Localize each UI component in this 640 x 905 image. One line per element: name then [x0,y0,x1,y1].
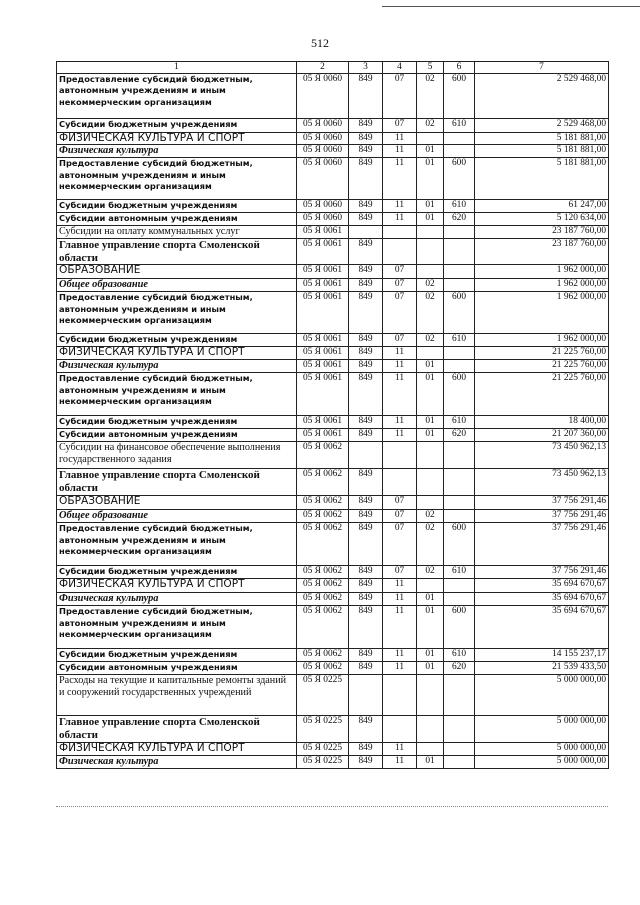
page-number: 512 [311,36,329,50]
table-row [57,416,609,429]
cell-amount: 37 756 291,46 [475,523,609,566]
cell-rz [383,675,417,716]
cell-kvr [444,239,475,265]
cell-pr: 01 [417,416,444,429]
header-cell-name: 1 [57,62,297,74]
cell-vr: 849 [349,347,383,360]
cell-amount: 14 155 237,17 [475,649,609,662]
cell-code: 05 Я 0061 [297,239,349,265]
cell-vr: 849 [349,496,383,510]
cell-name: Главное управление спорта Смоленской области [57,716,297,743]
cell-amount: 5 181 881,00 [475,145,609,158]
table-row [57,200,609,213]
cell-rz: 07 [383,279,417,292]
table-row [57,442,609,469]
cell-pr: 02 [417,279,444,292]
cell-rz: 11 [383,213,417,226]
cell-code: 05 Я 0062 [297,662,349,675]
cell-pr: 01 [417,606,444,649]
cell-name: Субсидии бюджетным учреждениям [57,200,297,213]
cell-amount: 37 756 291,46 [475,566,609,579]
cell-name: Физическая культура [57,756,297,769]
cell-kvr [444,743,475,756]
table-row [57,510,609,523]
header-cell-kvr: 6 [444,62,475,74]
cell-code: 05 Я 0062 [297,649,349,662]
cell-vr: 849 [349,579,383,593]
cell-name: Субсидии автономным учреждениям [57,213,297,226]
cell-amount: 1 962 000,00 [475,265,609,279]
cell-rz: 11 [383,373,417,416]
cell-rz [383,239,417,265]
cell-code: 05 Я 0062 [297,593,349,606]
cell-kvr: 600 [444,158,475,200]
cell-amount: 1 962 000,00 [475,279,609,292]
bottom-divider [56,806,608,807]
cell-pr: 01 [417,373,444,416]
cell-code: 05 Я 0061 [297,265,349,279]
cell-kvr [444,279,475,292]
budget-table [56,61,609,769]
cell-kvr [444,347,475,360]
cell-vr: 849 [349,213,383,226]
cell-code: 05 Я 0061 [297,429,349,442]
cell-vr: 849 [349,158,383,200]
cell-kvr: 610 [444,566,475,579]
table-row [57,675,609,716]
cell-rz: 11 [383,649,417,662]
cell-pr [417,675,444,716]
cell-rz: 07 [383,292,417,334]
cell-kvr: 600 [444,373,475,416]
cell-code: 05 Я 0060 [297,119,349,133]
cell-amount: 2 529 468,00 [475,74,609,119]
cell-kvr: 620 [444,213,475,226]
cell-vr: 849 [349,360,383,373]
cell-amount: 21 539 433,50 [475,662,609,675]
cell-rz: 07 [383,265,417,279]
cell-name: ФИЗИЧЕСКАЯ КУЛЬТУРА И СПОРТ [57,743,297,756]
cell-pr [417,347,444,360]
cell-code: 05 Я 0060 [297,213,349,226]
cell-kvr [444,360,475,373]
cell-vr: 849 [349,756,383,769]
cell-amount: 21 225 760,00 [475,347,609,360]
cell-kvr [444,675,475,716]
cell-name: Субсидии бюджетным учреждениям [57,334,297,347]
table-row [57,226,609,239]
table-row [57,593,609,606]
cell-name: Физическая культура [57,360,297,373]
cell-kvr [444,756,475,769]
cell-pr: 02 [417,119,444,133]
cell-code: 05 Я 0061 [297,226,349,239]
cell-rz: 11 [383,606,417,649]
cell-name: Субсидии автономным учреждениям [57,429,297,442]
cell-code: 05 Я 0061 [297,334,349,347]
cell-amount: 73 450 962,13 [475,442,609,469]
cell-vr: 849 [349,469,383,496]
cell-vr: 849 [349,373,383,416]
cell-code: 05 Я 0062 [297,606,349,649]
cell-vr: 849 [349,279,383,292]
cell-amount: 5 000 000,00 [475,756,609,769]
header-cell-code: 2 [297,62,349,74]
table-row [57,662,609,675]
cell-vr: 849 [349,145,383,158]
table-row [57,74,609,119]
cell-rz: 11 [383,416,417,429]
cell-kvr [444,593,475,606]
cell-code: 05 Я 0060 [297,200,349,213]
cell-kvr: 600 [444,606,475,649]
cell-vr: 849 [349,334,383,347]
cell-code: 05 Я 0061 [297,373,349,416]
cell-rz: 07 [383,496,417,510]
top-rule [382,6,640,7]
cell-amount: 61 247,00 [475,200,609,213]
cell-pr: 01 [417,756,444,769]
cell-rz: 11 [383,579,417,593]
cell-kvr: 620 [444,662,475,675]
cell-vr: 849 [349,416,383,429]
table-row [57,347,609,360]
cell-vr: 849 [349,292,383,334]
cell-rz: 11 [383,756,417,769]
cell-code: 05 Я 0062 [297,469,349,496]
cell-kvr: 610 [444,416,475,429]
cell-rz: 11 [383,593,417,606]
cell-name: ФИЗИЧЕСКАЯ КУЛЬТУРА И СПОРТ [57,579,297,593]
cell-pr: 02 [417,74,444,119]
cell-code: 05 Я 0062 [297,579,349,593]
cell-vr: 849 [349,74,383,119]
cell-name: Физическая культура [57,593,297,606]
table-row [57,756,609,769]
cell-name: ФИЗИЧЕСКАЯ КУЛЬТУРА И СПОРТ [57,133,297,145]
cell-name: Главное управление спорта Смоленской области [57,239,297,265]
cell-name: ОБРАЗОВАНИЕ [57,496,297,510]
cell-pr [417,469,444,496]
cell-name: Предоставление субсидий бюджетным, автономным учреждениям и иным некоммерческим организациям [57,606,297,649]
cell-kvr: 610 [444,119,475,133]
cell-name: Субсидии бюджетным учреждениям [57,416,297,429]
cell-name: ОБРАЗОВАНИЕ [57,265,297,279]
cell-amount: 5 000 000,00 [475,743,609,756]
cell-vr: 849 [349,606,383,649]
table-row [57,523,609,566]
table-row [57,133,609,145]
table-row [57,292,609,334]
cell-vr: 849 [349,510,383,523]
cell-amount: 5 181 881,00 [475,158,609,200]
cell-vr: 849 [349,239,383,265]
cell-amount: 5 181 881,00 [475,133,609,145]
cell-code: 05 Я 0225 [297,743,349,756]
table-row [57,743,609,756]
cell-code: 05 Я 0225 [297,756,349,769]
cell-kvr: 610 [444,649,475,662]
cell-pr [417,442,444,469]
cell-kvr: 600 [444,523,475,566]
table-row [57,119,609,133]
cell-amount: 21 225 760,00 [475,360,609,373]
cell-kvr [444,145,475,158]
header-cell-vr: 3 [349,62,383,74]
cell-amount: 21 207 360,00 [475,429,609,442]
table-row [57,360,609,373]
cell-rz: 11 [383,347,417,360]
cell-pr [417,226,444,239]
cell-amount: 23 187 760,00 [475,239,609,265]
cell-kvr: 600 [444,74,475,119]
cell-kvr [444,716,475,743]
table-row [57,265,609,279]
cell-kvr: 620 [444,429,475,442]
cell-name: Субсидии бюджетным учреждениям [57,649,297,662]
cell-rz: 11 [383,429,417,442]
cell-pr: 02 [417,334,444,347]
table-row [57,429,609,442]
header-cell-rz: 4 [383,62,417,74]
cell-pr: 02 [417,292,444,334]
cell-rz: 07 [383,510,417,523]
cell-kvr [444,226,475,239]
table-body [57,74,609,769]
cell-name: Субсидии на оплату коммунальных услуг [57,226,297,239]
cell-code: 05 Я 0060 [297,145,349,158]
cell-vr: 849 [349,593,383,606]
table-row [57,606,609,649]
cell-code: 05 Я 0062 [297,566,349,579]
cell-vr: 849 [349,566,383,579]
header-row [57,62,609,74]
cell-kvr [444,265,475,279]
table-row [57,496,609,510]
cell-code: 05 Я 0062 [297,442,349,469]
table-row [57,334,609,347]
cell-rz: 07 [383,334,417,347]
cell-name: Субсидии бюджетным учреждениям [57,119,297,133]
cell-pr: 01 [417,593,444,606]
cell-code: 05 Я 0060 [297,74,349,119]
cell-code: 05 Я 0061 [297,347,349,360]
cell-rz: 07 [383,523,417,566]
cell-vr: 849 [349,133,383,145]
cell-code: 05 Я 0225 [297,716,349,743]
cell-code: 05 Я 0061 [297,360,349,373]
cell-amount: 5 000 000,00 [475,716,609,743]
cell-rz: 11 [383,200,417,213]
cell-amount: 23 187 760,00 [475,226,609,239]
cell-pr [417,239,444,265]
cell-pr: 02 [417,566,444,579]
cell-code: 05 Я 0060 [297,158,349,200]
cell-vr: 849 [349,265,383,279]
cell-name: Предоставление субсидий бюджетным, автономным учреждениям и иным некоммерческим организациям [57,292,297,334]
table-row [57,279,609,292]
table-row [57,158,609,200]
cell-kvr [444,496,475,510]
cell-rz [383,469,417,496]
cell-rz [383,716,417,743]
cell-vr: 849 [349,649,383,662]
cell-pr: 01 [417,145,444,158]
cell-amount: 2 529 468,00 [475,119,609,133]
cell-kvr [444,133,475,145]
cell-code: 05 Я 0060 [297,133,349,145]
cell-code: 05 Я 0061 [297,279,349,292]
cell-kvr [444,469,475,496]
cell-amount: 21 225 760,00 [475,373,609,416]
cell-pr: 02 [417,510,444,523]
cell-amount: 1 962 000,00 [475,334,609,347]
cell-vr: 849 [349,429,383,442]
cell-vr: 849 [349,743,383,756]
cell-kvr: 610 [444,334,475,347]
cell-rz [383,442,417,469]
cell-vr: 849 [349,662,383,675]
table-row [57,566,609,579]
header-cell-amount: 7 [475,62,609,74]
cell-amount: 5 000 000,00 [475,675,609,716]
cell-kvr [444,442,475,469]
cell-name: Предоставление субсидий бюджетным, автономным учреждениям и иным некоммерческим организациям [57,74,297,119]
cell-code: 05 Я 0062 [297,510,349,523]
cell-amount: 1 962 000,00 [475,292,609,334]
cell-rz: 11 [383,158,417,200]
cell-rz: 11 [383,662,417,675]
cell-rz: 07 [383,566,417,579]
cell-name: Общее образование [57,279,297,292]
cell-rz: 11 [383,743,417,756]
cell-amount: 37 756 291,46 [475,510,609,523]
cell-vr: 849 [349,523,383,566]
cell-vr [349,226,383,239]
cell-pr: 01 [417,158,444,200]
cell-vr: 849 [349,119,383,133]
cell-kvr [444,579,475,593]
cell-code: 05 Я 0061 [297,292,349,334]
cell-amount: 37 756 291,46 [475,496,609,510]
cell-kvr: 610 [444,200,475,213]
cell-name: Общее образование [57,510,297,523]
table-row [57,469,609,496]
cell-name: Предоставление субсидий бюджетным, автономным учреждениям и иным некоммерческим организациям [57,158,297,200]
cell-name: Субсидии бюджетным учреждениям [57,566,297,579]
cell-name: ФИЗИЧЕСКАЯ КУЛЬТУРА И СПОРТ [57,347,297,360]
cell-pr: 01 [417,662,444,675]
cell-pr [417,496,444,510]
cell-pr [417,133,444,145]
table-row [57,213,609,226]
table-row [57,579,609,593]
cell-name: Субсидии автономным учреждениям [57,662,297,675]
cell-name: Субсидии на финансовое обеспечение выполнения государственного задания [57,442,297,469]
cell-amount: 35 694 670,67 [475,606,609,649]
cell-vr [349,442,383,469]
cell-rz: 11 [383,360,417,373]
cell-name: Главное управление спорта Смоленской области [57,469,297,496]
cell-code: 05 Я 0062 [297,523,349,566]
cell-pr: 01 [417,649,444,662]
cell-name: Физическая культура [57,145,297,158]
cell-pr: 01 [417,213,444,226]
cell-rz [383,226,417,239]
cell-code: 05 Я 0062 [297,496,349,510]
cell-rz: 07 [383,119,417,133]
cell-rz: 07 [383,74,417,119]
cell-kvr: 600 [444,292,475,334]
cell-pr [417,716,444,743]
cell-name: Предоставление субсидий бюджетным, автономным учреждениям и иным некоммерческим организациям [57,523,297,566]
cell-amount: 35 694 670,67 [475,593,609,606]
cell-pr [417,743,444,756]
cell-pr: 01 [417,429,444,442]
cell-pr [417,579,444,593]
table-row [57,239,609,265]
cell-pr [417,265,444,279]
cell-name: Предоставление субсидий бюджетным, автономным учреждениям и иным некоммерческим организациям [57,373,297,416]
cell-kvr [444,510,475,523]
header-cell-pr: 5 [417,62,444,74]
cell-name: Расходы на текущие и капитальные ремонты зданий и сооружений государственных учреждений [57,675,297,716]
cell-pr: 02 [417,523,444,566]
table-row [57,649,609,662]
cell-amount: 5 120 634,00 [475,213,609,226]
cell-code: 05 Я 0225 [297,675,349,716]
cell-amount: 18 400,00 [475,416,609,429]
cell-amount: 35 694 670,67 [475,579,609,593]
cell-vr: 849 [349,200,383,213]
cell-pr: 01 [417,360,444,373]
cell-vr [349,675,383,716]
table-row [57,145,609,158]
cell-pr: 01 [417,200,444,213]
cell-rz: 11 [383,133,417,145]
table-row [57,373,609,416]
table-row [57,716,609,743]
cell-rz: 11 [383,145,417,158]
cell-code: 05 Я 0061 [297,416,349,429]
cell-vr: 849 [349,716,383,743]
cell-amount: 73 450 962,13 [475,469,609,496]
